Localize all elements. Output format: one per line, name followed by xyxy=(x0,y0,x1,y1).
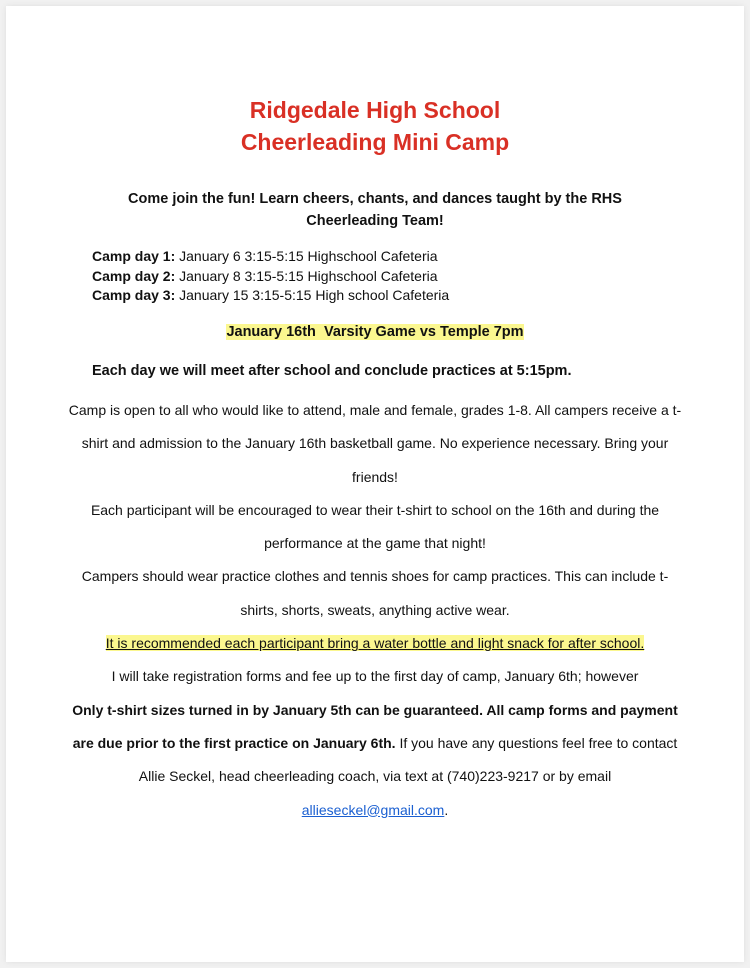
camp-day-detail: January 6 3:15-5:15 Highschool Cafeteria xyxy=(175,248,438,264)
camp-day-label: Camp day 2: xyxy=(92,267,176,284)
flyer-page xyxy=(6,6,744,962)
camp-day-detail: January 8 3:15-5:15 Highschool Cafeteria xyxy=(175,267,438,284)
meeting-note: Each day we will meet after school and conclude practices at 5:15pm. xyxy=(92,363,572,379)
camp-day-label: Camp day 1: xyxy=(92,248,176,264)
open-to-all-paragraph: Camp is open to all who would like to attend, male and female, grades 1-8. All campers receive a t-shirt and admission to the January 16th basketball game. No experience necessary. Bring your friends! xyxy=(68,402,682,485)
guarantee-text: Only t-shirt sizes turned in by January 5th can be guaranteed. All camp forms and payment are due prior to the first practice on January 6th. xyxy=(72,701,678,751)
contact-paragraph xyxy=(66,694,684,827)
camp-day-label: Camp day 3: xyxy=(92,287,176,303)
intro-text: Come join the fun! Learn cheers, chants, and dances taught by the RHS Cheerleading Team! xyxy=(128,191,622,229)
game-notice xyxy=(6,322,744,342)
camp-day-item xyxy=(92,247,449,267)
end-period: . xyxy=(444,801,449,818)
camp-title: Cheerleading Mini Camp xyxy=(240,129,510,155)
camp-day-item xyxy=(92,286,449,306)
contact-text: If you have any questions feel free to contact Allie Seckel, head cheerleading coach, via text at (740)223-9217 or by email xyxy=(138,734,678,785)
email-link[interactable]: allieseckel@gmail.com xyxy=(301,801,445,818)
camp-day-item xyxy=(92,267,449,287)
snack-highlight: It is recommended each participant bring a water bottle and light snack for after school. xyxy=(105,635,645,652)
clothes-paragraph: Campers should wear practice clothes and tennis shoes for camp practices. This can include t-shirts, shorts, sweats, anything active wear. xyxy=(81,568,669,618)
details-body xyxy=(66,394,684,827)
camp-day-detail: January 15 3:15-5:15 High school Cafeteria xyxy=(175,287,450,303)
camp-days-list xyxy=(92,247,449,306)
wear-shirt-paragraph: Each participant will be encouraged to wear their t-shirt to school on the 16th and during the performance at the game that night! xyxy=(90,501,660,552)
school-title: Ridgedale High School xyxy=(249,97,501,123)
game-notice-highlight: January 16th Varsity Game vs Temple 7pm xyxy=(226,324,524,340)
registration-paragraph: I will take registration forms and fee up to the first day of camp, January 6th; however xyxy=(111,668,639,685)
snack-paragraph xyxy=(66,627,684,660)
